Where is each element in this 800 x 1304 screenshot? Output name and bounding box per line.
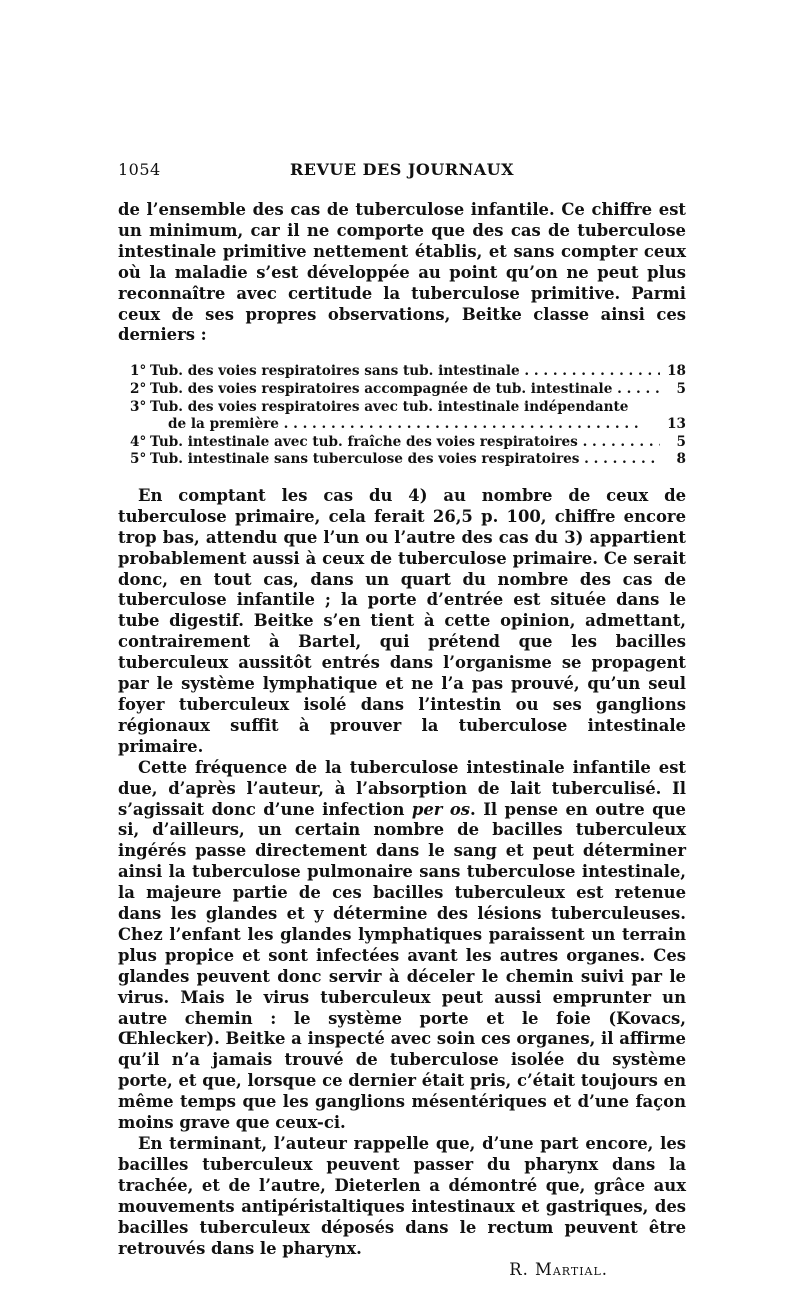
list-item-number: 1° (130, 363, 147, 380)
page-number: 1054 (118, 160, 161, 179)
list-item-continuation (130, 416, 686, 434)
running-title: REVUE DES JOURNAUX (290, 160, 514, 179)
paragraph-3-part-b: . Il pense en outre que si, d’ailleurs, un certain nombre de bacilles tuberculeux ingérés passe directement dans le sang et peut déterminer ainsi la tuberculose pulmonaire sans tuberculose intestinale, la majeure partie de ces bacilles tuberculeux est retenue dans les glandes et y détermine des lésions tuberculeuses. Chez l’enfant les glandes lymphatiques paraissent un terrain plus propice et sont infectées avant les autres organes. Ces glandes peuvent donc servir à déceler le chemin suivi par le virus. Mais le virus tuberculeux peut aussi emprunter un autre chemin : le système porte et le foie (Kovacs, Œhlecker). Beitke a inspecté avec soin ces organes, il affirme qu’il n’a jamais trouvé de tuberculose isolée du système porte, et que, lorsque ce dernier était pris, c’était toujours en même temps que les ganglions mésentériques et d’une façon moins grave que ceux-ci. (118, 799, 686, 1133)
list-item (130, 434, 686, 452)
list-item-number: 3° (130, 398, 147, 415)
list-item-value: 13 (667, 416, 686, 433)
list-item (130, 451, 686, 469)
list-item-number: 2° (130, 380, 147, 397)
list-item-value: 18 (667, 363, 686, 380)
paragraph-4: En terminant, l’auteur rappelle que, d’une part encore, les bacilles tuberculeux peuvent passer du pharynx dans la trachée, et de l’autre, Dieterlen a démontré que, grâce aux mouvements antipéristaltiques intestinaux et gastriques, des bacilles tuberculeux déposés dans le rectum peuvent être retrouvés dans le pharynx. (118, 1134, 686, 1258)
page-header (118, 158, 686, 184)
paragraph-2: En comptant les cas du 4) au nombre de ceux de tuberculose primaire, cela ferait 26,5 p. 100, chiffre encore trop bas, attendu que l’un ou l’autre des cas du 3) appartient probablement aussi à ceux de tuberculose primaire. Ce serait donc, en tout cas, dans un quart du nombre des cas de tuberculose infantile ; la porte d’entrée est située dans le tube digestif. Beitke s’en tient à cette opinion, admettant, contrairement à Bartel, qui prétend que les bacilles tuberculeux aussitôt entrés dans l’organisme se propagent par le système lymphatique et ne l’a pas prouvé, qu’un seul foyer tuberculeux isolé dans l’intestin ou ses ganglions régionaux suffit à prouver la tuberculose intestinale primaire. (118, 485, 686, 756)
case-list (130, 363, 686, 469)
list-item-text: Tub. intestinale sans tuberculose des voies respiratoires . . . (150, 451, 660, 469)
author-signature: R. Martial. (509, 1260, 608, 1280)
italic-latin-phrase: per os (411, 799, 471, 819)
article-body (118, 200, 686, 1281)
paragraph-3 (118, 758, 686, 1134)
list-item-value: 5 (676, 380, 686, 397)
list-item (130, 363, 686, 381)
list-item-number: 5° (130, 451, 147, 468)
list-item (130, 381, 686, 399)
list-item-text: Tub. des voies respiratoires sans tub. intestinale . . . (150, 363, 660, 381)
list-item-text: Tub. des voies respiratoires avec tub. intestinale indépendante (150, 398, 629, 415)
list-item-text: Tub. des voies respiratoires accompagnée de tub. intestinale . . . (150, 381, 660, 399)
list-item-value: 5 (676, 433, 686, 450)
list-item-text: de la première . . . (168, 416, 660, 434)
list-item-value: 8 (676, 451, 686, 468)
list-item (130, 399, 686, 417)
paragraph-3-part-a: Cette fréquence de la tuberculose intestinale infantile est due, d’après l’auteur, à l’absorption de lait tuberculisé. Il s’agissait donc d’une infection (118, 757, 686, 819)
list-item-number: 4° (130, 433, 147, 450)
paragraph-1: de l’ensemble des cas de tuberculose infantile. Ce chiffre est un minimum, car il ne comporte que des cas de tuberculose intestinale primitive nettement établis, et sans compter ceux où la maladie s’est développée au point qu’on ne peut plus reconnaître avec certitude la tuberculose primitive. Parmi ceux de ses propres observations, Beitke classe ainsi ces derniers : (118, 200, 686, 345)
list-item-text: Tub. intestinale avec tub. fraîche des voies respiratoires . . . (150, 434, 660, 452)
